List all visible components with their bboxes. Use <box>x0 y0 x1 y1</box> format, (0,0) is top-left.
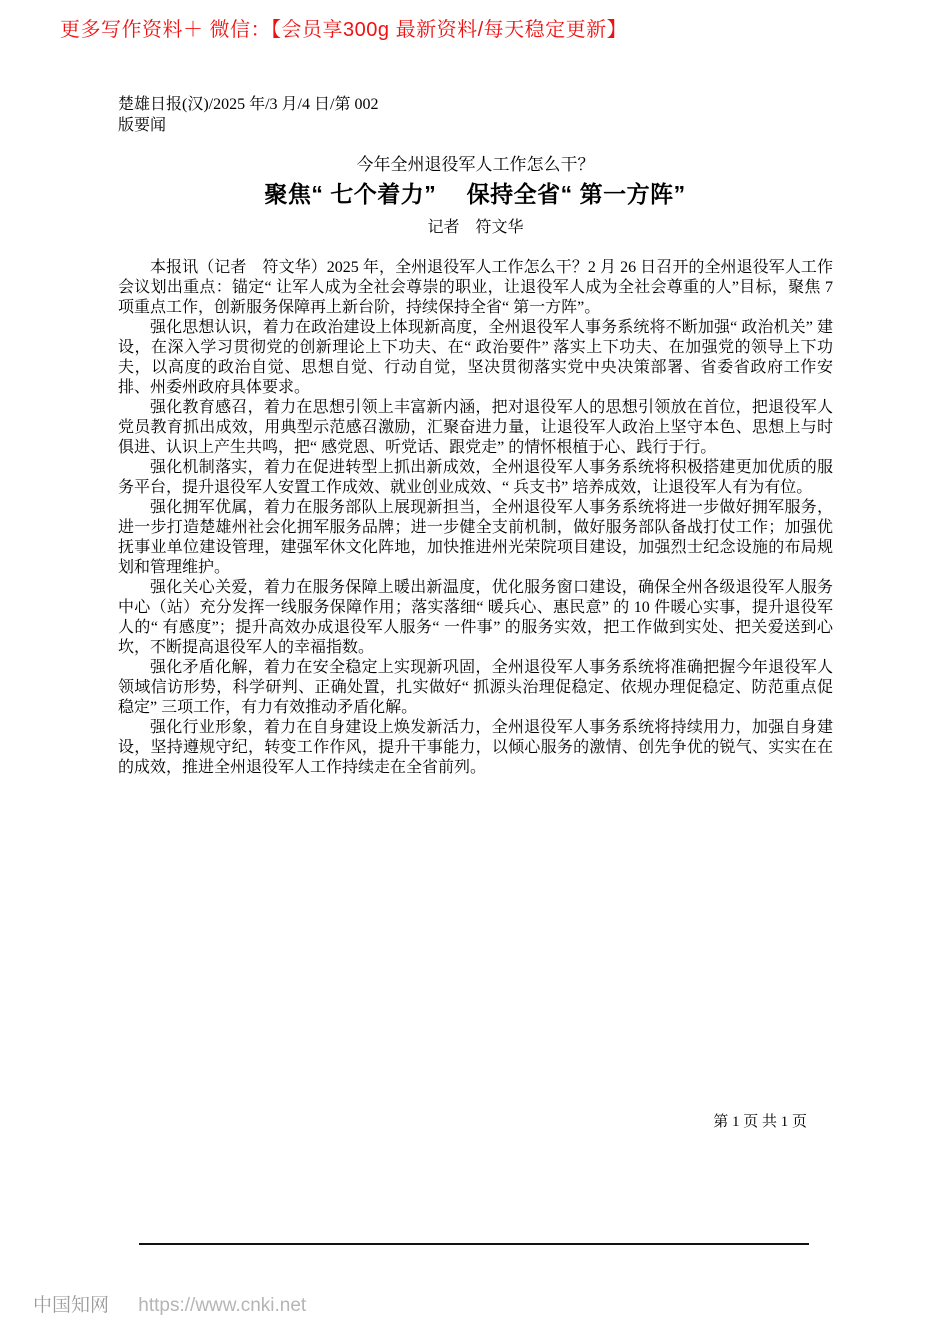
article-supertitle: 今年全州退役军人工作怎么干？ <box>356 155 595 174</box>
cnki-logo-text: 中国知网 <box>33 1295 110 1316</box>
publication-source-line2: 版要闻 <box>118 117 167 134</box>
article-byline: 记者 符文华 <box>427 219 524 236</box>
article-paragraph: 本报讯（记者 符文华）2025 年，全州退役军人工作怎么干？2 月 26 日召开的全州退役军人工作会议划出重点：锚定“ 让军人成为全社会尊崇的职业，让退役军人成为全社会尊重的人”目标，聚焦 7 项重点工作，创新服务保障再上新台阶，持续保持全省“ 第一方阵”。 <box>118 259 833 316</box>
article-body <box>118 258 833 778</box>
article-paragraph: 强化关心关爱，着力在服务保障上暖出新温度，优化服务窗口建设，确保全州各级退役军人服务中心（站）充分发挥一线服务保障作用；落实落细“ 暖兵心、惠民意” 的 10 件暖心实事，提升退役军人的“ 有感度”；提升高效办成退役军人服务“ 一件事” 的服务实效，把工作做到实处、把关爱送到心坎，不断提高退役军人的幸福指数。 <box>118 579 833 656</box>
promo-banner-text: 更多写作资料＋ 微信：【会员享300g 最新资料/每天稳定更新】 <box>60 19 628 41</box>
article-paragraph: 强化机制落实，着力在促进转型上抓出新成效，全州退役军人事务系统将积极搭建更加优质的服务平台，提升退役军人安置工作成效、就业创业成效、“ 兵支书” 培养成效，让退役军人有为有位。 <box>118 459 833 496</box>
article-paragraph: 强化矛盾化解，着力在安全稳定上实现新巩固，全州退役军人事务系统将准确把握今年退役军人领域信访形势，科学研判、正确处置，扎实做好“ 抓源头治理促稳定、依规办理促稳定、防范重点促稳定” 三项工作，有力有效推动矛盾化解。 <box>118 659 833 716</box>
cnki-url-link[interactable]: https://www.cnki.net <box>138 1295 307 1316</box>
article-paragraph: 强化思想认识，着力在政治建设上体现新高度，全州退役军人事务系统将不断加强“ 政治机关” 建设，在深入学习贯彻党的创新理论上下功夫、在“ 政治要件” 落实上下功夫、在加强党的领导上下功夫，以高度的政治自觉、思想自觉、行动自觉，坚决贯彻落实党中央决策部署、省委省政府工作安排、州委州政府具体要求。 <box>118 319 833 396</box>
article-paragraph: 强化行业形象，着力在自身建设上焕发新活力，全州退役军人事务系统将持续用力，加强自身建设，坚持遵规守纪，转变工作作风，提升干事能力，以倾心服务的激情、创先争优的锐气、实实在在的成效，推进全州退役军人工作持续走在全省前列。 <box>118 719 833 776</box>
publication-source-line1: 楚雄日报(汉)/2025 年/3 月/4 日/第 002 <box>118 96 379 113</box>
publication-source <box>118 94 588 136</box>
article-paragraph: 强化拥军优属，着力在服务部队上展现新担当，全州退役军人事务系统将进一步做好拥军服务，进一步打造楚雄州社会化拥军服务品牌；进一步健全支前机制，做好服务部队备战打仗工作；加强优抚事业单位建设管理，建强军休文化阵地，加快推进州光荣院项目建设，加强烈士纪念设施的布局规划和管理维护。 <box>118 499 833 576</box>
page-indicator: 第 1 页 共 1 页 <box>713 1114 807 1130</box>
article-paragraph: 强化教育感召，着力在思想引领上丰富新内涵，把对退役军人的思想引领放在首位，把退役军人党员教育抓出成效，用典型示范感召激励，汇聚奋进力量，让退役军人政治上坚守本色、思想上与时俱进、认识上产生共鸣，把“ 感党恩、听党话、跟党走” 的情怀根植于心、践行于行。 <box>118 399 833 456</box>
footer-divider <box>139 1243 809 1245</box>
footer-watermark <box>33 1290 306 1317</box>
article-title: 聚焦“ 七个着力” 保持全省“ 第一方阵” <box>264 181 686 207</box>
